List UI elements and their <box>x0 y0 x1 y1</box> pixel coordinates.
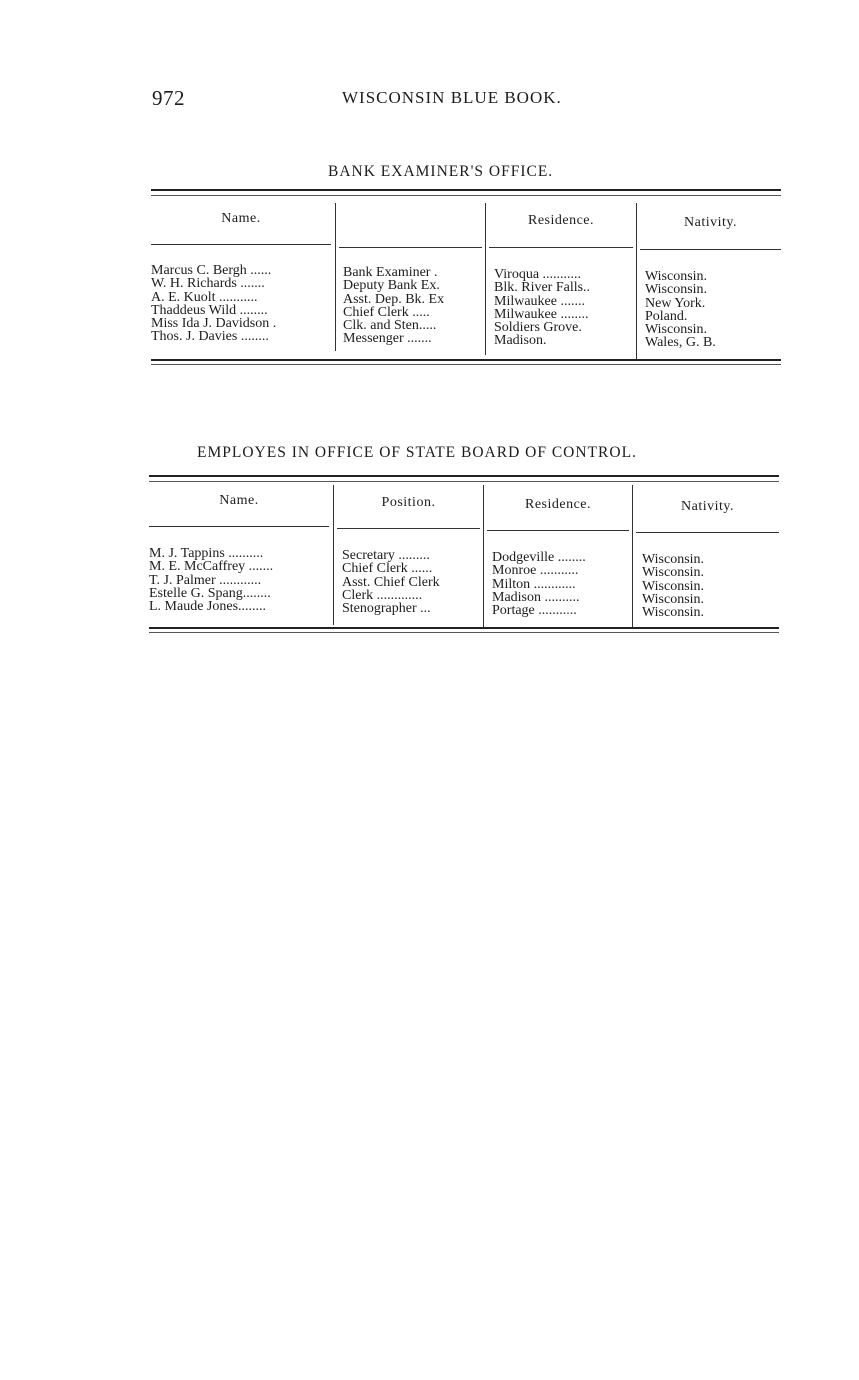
control-column-divider <box>333 485 334 625</box>
control-residence-column <box>492 551 631 617</box>
bank-position-cell: Bank Examiner . <box>343 266 438 280</box>
bank-residence-cell: Blk. River Falls.. <box>494 281 591 295</box>
control-nativity-cell: Wisconsin. <box>642 579 705 593</box>
control-nativity-cell: Wisconsin. <box>642 553 705 567</box>
bank-nativity-column <box>645 270 781 350</box>
bank-position-cell: Asst. Dep. Bk. Ex <box>343 292 445 306</box>
bank-header-rule <box>640 249 781 250</box>
control-column-divider <box>632 485 633 629</box>
bank-residence-cell: Soldiers Grove. <box>494 321 582 335</box>
bank-table-bottom-rule <box>151 359 781 365</box>
bank-position-cell: Messenger ....... <box>343 332 432 346</box>
bank-residence-cell: Madison. <box>494 334 547 348</box>
control-table-top-rule <box>149 475 779 482</box>
control-header-rule <box>636 532 779 533</box>
bank-residence-cell: Milwaukee ....... <box>494 294 585 308</box>
bank-header-nativity: Nativity. <box>684 215 737 230</box>
control-table <box>149 475 779 643</box>
bank-name-cell: W. H. Richards ....... <box>151 277 265 291</box>
bank-table-top-rule <box>151 189 781 196</box>
control-position-cell: Asst. Chief Clerk <box>342 575 440 589</box>
bank-table <box>151 189 781 371</box>
control-nativity-cell: Wisconsin. <box>642 606 705 620</box>
bank-nativity-cell: Wales, G. B. <box>645 336 716 350</box>
bank-column-divider <box>485 203 486 355</box>
control-name-cell: M. J. Tappins .......... <box>149 547 264 561</box>
control-column-divider <box>483 485 484 627</box>
control-nativity-column <box>642 553 779 619</box>
control-residence-cell: Milton ............ <box>492 577 576 591</box>
control-header-nativity: Nativity. <box>681 499 734 514</box>
page-number: 972 <box>152 86 185 110</box>
control-name-cell: T. J. Palmer ............ <box>149 573 262 587</box>
control-section-title: EMPLOYES IN OFFICE OF STATE BOARD OF CONTROL. <box>197 444 637 461</box>
control-residence-cell: Dodgeville ........ <box>492 551 586 565</box>
control-position-cell: Clerk ............. <box>342 588 423 603</box>
control-residence-cell: Portage ........... <box>492 604 577 618</box>
control-header-rule <box>487 530 629 531</box>
bank-header-rule <box>151 244 331 245</box>
bank-nativity-cell: New York. <box>645 296 706 310</box>
bank-position-cell: Deputy Bank Ex. <box>343 279 440 293</box>
bank-position-column <box>343 266 484 346</box>
bank-position-cell: Chief Clerk ..... <box>343 305 430 320</box>
control-position-cell: Chief Clerk ...... <box>342 562 433 576</box>
bank-section-title: BANK EXAMINER'S OFFICE. <box>328 163 554 180</box>
control-residence-cell: Madison .......... <box>492 590 580 605</box>
control-table-bottom-rule <box>149 627 779 633</box>
bank-nativity-cell: Wisconsin. <box>645 323 708 337</box>
control-name-cell: Estelle G. Spang........ <box>149 586 271 601</box>
bank-residence-column <box>494 268 635 348</box>
bank-residence-cell: Milwaukee ........ <box>494 307 589 322</box>
control-nativity-cell: Wisconsin. <box>642 592 705 607</box>
control-name-column <box>149 547 332 613</box>
bank-column-divider <box>636 203 637 359</box>
control-position-cell: Secretary ......... <box>342 549 430 563</box>
bank-nativity-cell: Poland. <box>645 309 688 324</box>
bank-nativity-cell: Wisconsin. <box>645 283 708 297</box>
control-name-cell: M. E. McCaffrey ....... <box>149 560 274 574</box>
bank-header-rule <box>339 247 482 248</box>
control-nativity-cell: Wisconsin. <box>642 566 705 580</box>
control-header-rule <box>337 528 480 529</box>
control-name-cell: L. Maude Jones........ <box>149 600 267 614</box>
control-position-column <box>342 549 482 615</box>
bank-name-column <box>151 264 334 344</box>
control-header-residence: Residence. <box>524 497 592 512</box>
control-header-name: Name. <box>219 493 259 508</box>
bank-residence-cell: Viroqua ........... <box>494 268 582 282</box>
bank-header-rule <box>489 247 633 248</box>
bank-header-residence: Residence. <box>527 213 595 228</box>
bank-name-cell: Marcus C. Bergh ...... <box>151 264 272 278</box>
running-head: WISCONSIN BLUE BOOK. <box>342 88 562 107</box>
bank-name-cell: A. E. Kuolt ........... <box>151 290 258 304</box>
bank-column-divider <box>335 203 336 351</box>
control-header-rule <box>149 526 329 527</box>
control-header-position: Position. <box>381 495 436 510</box>
bank-nativity-cell: Wisconsin. <box>645 270 708 284</box>
bank-name-cell: Miss Ida J. Davidson . <box>151 317 277 331</box>
bank-name-cell: Thaddeus Wild ........ <box>151 303 268 318</box>
control-position-cell: Stenographer ... <box>342 602 431 616</box>
control-residence-cell: Monroe ........... <box>492 564 579 578</box>
bank-header-name: Name. <box>221 211 261 226</box>
bank-position-cell: Clk. and Sten..... <box>343 319 437 333</box>
bank-name-cell: Thos. J. Davies ........ <box>151 330 269 344</box>
